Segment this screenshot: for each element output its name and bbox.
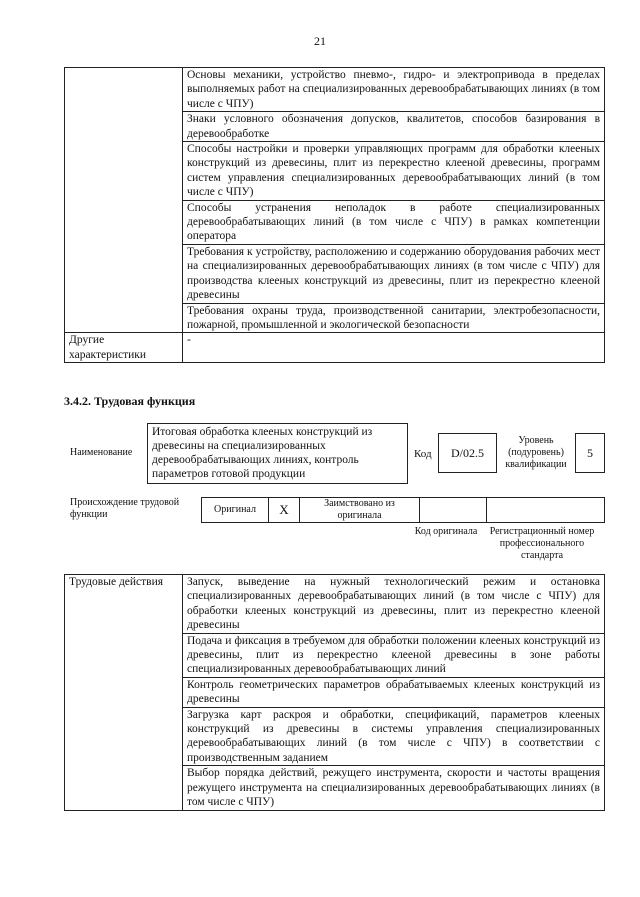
code-original-label: Код оригинала [414, 526, 478, 537]
other-characteristics-label: Другие характеристики [65, 333, 183, 363]
knowledge-item: Способы настройки и проверки управляющих программ для обработки клееных конструкций из древесины, плит из перекрестно клееной древесины, программ систем управления специализированных деревообрабатывающих линий (в том числе с ЧПУ) [183, 142, 605, 201]
knowledge-item: Требования охраны труда, производственной санитарии, электробезопасности, пожарной, промышленной и экологической безопасности [183, 303, 605, 333]
table-row [65, 68, 605, 112]
knowledge-item: Требования к устройству, расположению и содержанию оборудования рабочих мест на специализированных деревообрабатывающих линиях (в том числе с ЧПУ) для производства клееных конструкций из древесины, плит из перекрестно клееной древесины [183, 244, 605, 303]
function-name-value: Итоговая обработка клееных конструкций из древесины на специализированных деревообрабатывающих линиях, контроль параметров готовой продукции [147, 423, 408, 484]
origin-reg-number-cell [487, 498, 605, 523]
origin-label: Происхождение трудовой функции [70, 497, 180, 520]
table-row [202, 498, 605, 523]
knowledge-table [64, 67, 605, 363]
function-code-value: D/02.5 [438, 433, 497, 473]
knowledge-item: Способы устранения неполадок в работе специализированных деревообрабатывающих линий (в том числе с ЧПУ) в рамках компетенции оператора [183, 200, 605, 244]
section-title: 3.4.2. Трудовая функция [64, 394, 196, 408]
table-row [65, 333, 605, 363]
labor-action-item: Выбор порядка действий, режущего инструмента, скорости и частоты вращения режущего инструмента на специализированных деревообрабатывающих линиях (в том числе с ЧПУ) [183, 766, 605, 810]
labor-actions-label: Трудовые действия [65, 575, 183, 811]
origin-original-label: Оригинал [202, 498, 269, 523]
qualification-level-label: Уровень (подуровень) квалификации [505, 435, 567, 470]
origin-original-mark: X [269, 498, 300, 523]
origin-borrowed-label: Заимствовано из оригинала [300, 498, 420, 523]
function-code-label: Код [414, 448, 432, 460]
other-characteristics-value: - [183, 333, 605, 363]
function-name-label: Наименование [70, 447, 133, 458]
knowledge-item: Основы механики, устройство пневмо-, гидро- и электропривода в пределах выполняемых работ на специализированных деревообрабатывающих линиях (в том числе с ЧПУ) [183, 68, 605, 112]
labor-action-item: Подача и фиксация в требуемом для обработки положении клееных конструкций из древесины, плит из перекрестно клееной древесины в зоне работы специализированных деревообрабатывающих линий [183, 633, 605, 677]
labor-action-item: Контроль геометрических параметров обрабатываемых клееных конструкций из древесины [183, 677, 605, 707]
labor-action-item: Загрузка карт раскроя и обработки, спецификаций, параметров клееных конструкций из древесины в системы управления специализированных деревообрабатывающих линий (в том числе с ЧПУ) в соответствии с производственным заданием [183, 707, 605, 766]
table-row [65, 575, 605, 634]
knowledge-item: Знаки условного обозначения допусков, квалитетов, способов базирования в деревообработке [183, 112, 605, 142]
origin-code-cell [420, 498, 487, 523]
reg-number-label: Регистрационный номер профессионального стандарта [489, 526, 595, 561]
origin-table [201, 497, 605, 523]
labor-actions-table [64, 574, 605, 811]
qualification-level-value: 5 [575, 433, 605, 473]
page-number: 21 [314, 34, 326, 48]
knowledge-label-cell [65, 68, 183, 333]
labor-action-item: Запуск, выведение на нужный технологический режим и остановка специализированных деревообрабатывающих линий (в том числе с ЧПУ) для обработки клееных конструкций из древесины, плит из перекрестно клееной древесины [183, 575, 605, 634]
